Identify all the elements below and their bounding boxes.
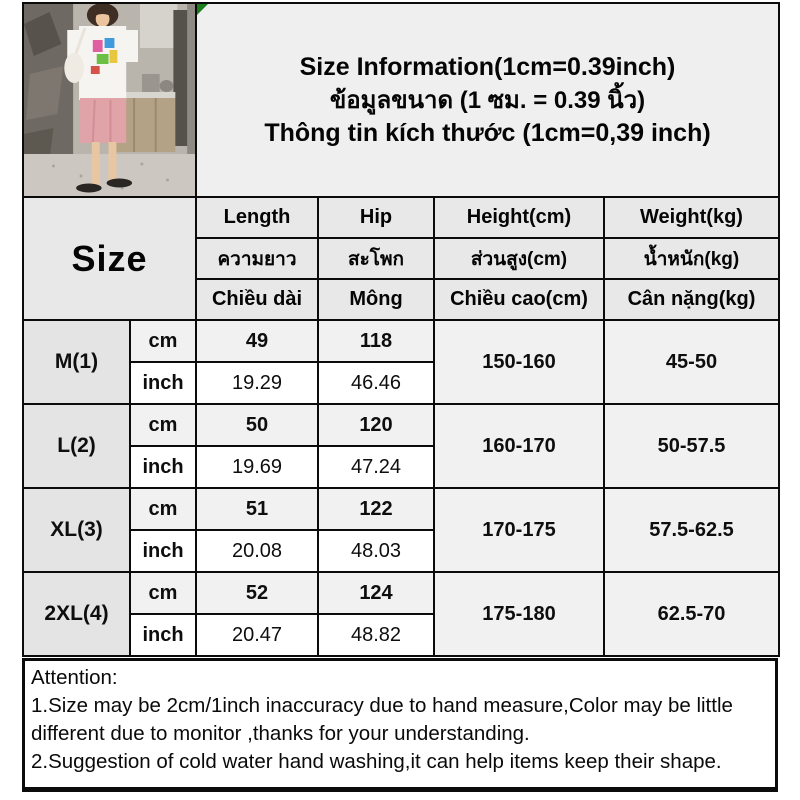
m1-hip-inch: 46.46 <box>318 362 434 404</box>
col-header-weight-vi: Cân nặng(kg) <box>604 279 779 320</box>
2xl4-height-range: 175-180 <box>434 572 604 656</box>
model-photo <box>23 3 196 197</box>
col-header-weight-en: Weight(kg) <box>604 197 779 238</box>
model-photo-illustration <box>24 4 195 196</box>
l2-length-inch: 19.69 <box>196 446 318 488</box>
size-info-title-cell <box>196 3 779 197</box>
col-header-height-th: ส่วนสูง(cm) <box>434 238 604 279</box>
unit-inch: inch <box>130 362 196 404</box>
l2-weight-range: 50-57.5 <box>604 404 779 488</box>
l2-length-cm: 50 <box>196 404 318 446</box>
2xl4-length-cm: 52 <box>196 572 318 614</box>
unit-inch: inch <box>130 446 196 488</box>
size-table <box>22 2 780 657</box>
2xl4-hip-inch: 48.82 <box>318 614 434 656</box>
attention-note-2: 2.Suggestion of cold water hand washing,it can help items keep their shape. <box>31 750 722 773</box>
attention-box <box>22 658 778 792</box>
title-thai: ข้อมูลขนาด (1 ซม. = 0.39 นิ้ว) <box>329 86 646 114</box>
m1-length-cm: 49 <box>196 320 318 362</box>
unit-inch: inch <box>130 530 196 572</box>
2xl4-hip-cm: 124 <box>318 572 434 614</box>
col-header-weight-th: น้ำหนัก(kg) <box>604 238 779 279</box>
unit-inch: inch <box>130 614 196 656</box>
unit-cm: cm <box>130 572 196 614</box>
col-header-hip-th: สะโพก <box>318 238 434 279</box>
size-label-2xl4: 2XL(4) <box>23 572 130 656</box>
header-row-english <box>23 197 779 238</box>
xl3-hip-cm: 122 <box>318 488 434 530</box>
xl3-length-cm: 51 <box>196 488 318 530</box>
col-header-hip-en: Hip <box>318 197 434 238</box>
size-header: Size <box>23 197 196 320</box>
row-xl3-cm <box>23 488 779 530</box>
green-corner-marker-icon <box>197 4 208 15</box>
size-label-xl3: XL(3) <box>23 488 130 572</box>
col-header-length-th: ความยาว <box>196 238 318 279</box>
xl3-hip-inch: 48.03 <box>318 530 434 572</box>
m1-height-range: 150-160 <box>434 320 604 404</box>
l2-hip-inch: 47.24 <box>318 446 434 488</box>
unit-cm: cm <box>130 320 196 362</box>
top-row <box>23 3 779 197</box>
col-header-height-en: Height(cm) <box>434 197 604 238</box>
size-info-sheet <box>22 2 778 657</box>
row-2xl4-cm <box>23 572 779 614</box>
size-label-l2: L(2) <box>23 404 130 488</box>
row-m1-cm <box>23 320 779 362</box>
m1-length-inch: 19.29 <box>196 362 318 404</box>
col-header-height-vi: Chiều cao(cm) <box>434 279 604 320</box>
size-label-m1: M(1) <box>23 320 130 404</box>
title-english: Size Information(1cm=0.39inch) <box>299 52 676 81</box>
title-vietnamese: Thông tin kích thước (1cm=0,39 inch) <box>264 118 711 147</box>
unit-cm: cm <box>130 488 196 530</box>
xl3-weight-range: 57.5-62.5 <box>604 488 779 572</box>
xl3-height-range: 170-175 <box>434 488 604 572</box>
attention-heading: Attention: <box>31 666 118 689</box>
l2-height-range: 160-170 <box>434 404 604 488</box>
row-l2-cm <box>23 404 779 446</box>
xl3-length-inch: 20.08 <box>196 530 318 572</box>
m1-weight-range: 45-50 <box>604 320 779 404</box>
2xl4-length-inch: 20.47 <box>196 614 318 656</box>
m1-hip-cm: 118 <box>318 320 434 362</box>
l2-hip-cm: 120 <box>318 404 434 446</box>
col-header-length-vi: Chiều dài <box>196 279 318 320</box>
2xl4-weight-range: 62.5-70 <box>604 572 779 656</box>
unit-cm: cm <box>130 404 196 446</box>
attention-note-1: 1.Size may be 2cm/1inch inaccuracy due to hand measure,Color may be little different due to monitor ,thanks for your understanding. <box>31 694 733 745</box>
col-header-hip-vi: Mông <box>318 279 434 320</box>
col-header-length-en: Length <box>196 197 318 238</box>
